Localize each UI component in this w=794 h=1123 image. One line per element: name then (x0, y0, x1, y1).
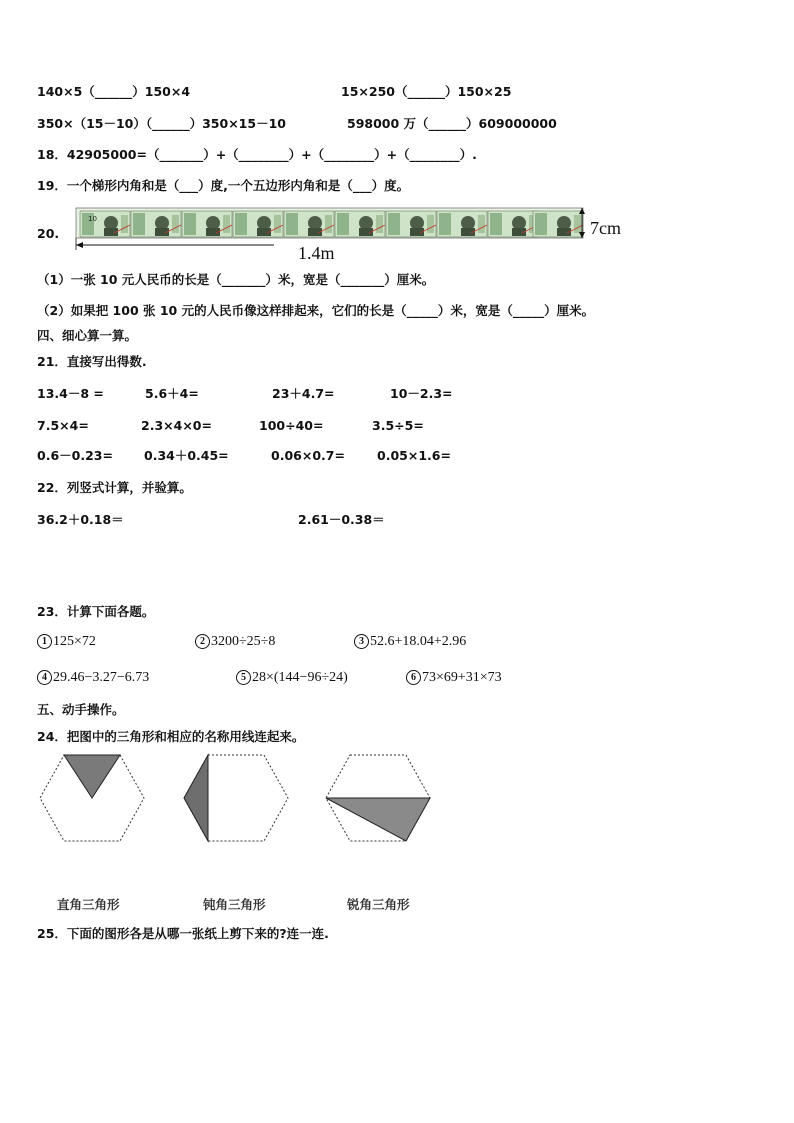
width-label: 7cm (590, 218, 621, 238)
question-19: 19．一个梯形内角和是（___）度,一个五边形内角和是（___）度。 (37, 178, 410, 193)
question-22-title: 22．列竖式计算，并验算。 (37, 480, 192, 495)
question-21-title: 21．直接写出得数. (37, 354, 147, 369)
expr-item-6 (406, 670, 502, 686)
expr-item-2 (195, 634, 275, 650)
banknote-strip-figure (74, 206, 634, 266)
expr-3: 52.6+18.04+2.96 (370, 634, 467, 649)
question-18: 18．42905000=（_______）+（________）+（________）+（________）. (37, 147, 477, 162)
circled-number-6: 6 (406, 670, 421, 685)
compare-row1-right: 15×250（______）150×25 (341, 84, 512, 99)
calc-r1c4: 10－2.3= (390, 386, 453, 401)
compare-row2-right: 598000 万（______）609000000 (347, 116, 557, 131)
calc-r1c2: 5.6＋4= (145, 386, 199, 401)
expr-4: 29.46−3.27−6.73 (53, 670, 150, 685)
vertical-calc-left: 36.2＋0.18＝ (37, 512, 124, 527)
expr-2: 3200÷25÷8 (211, 634, 276, 649)
question-25: 25．下面的图形各是从哪一张纸上剪下来的?连一连. (37, 926, 329, 941)
expr-5: 28×(144−96÷24) (252, 670, 348, 685)
section-5-heading: 五、动手操作。 (37, 702, 125, 717)
label-acute-triangle: 锐角三角形 (347, 897, 410, 912)
circled-number-2: 2 (195, 634, 210, 649)
expr-item-5 (236, 670, 348, 686)
compare-row1-left: 140×5（______）150×4 (37, 84, 191, 99)
label-right-triangle: 直角三角形 (57, 897, 120, 912)
question-23-title: 23．计算下面各题。 (37, 604, 155, 619)
calc-r1c3: 23＋4.7= (272, 386, 335, 401)
circled-number-4: 4 (37, 670, 52, 685)
hexagon-obtuse-triangle-figure (184, 752, 294, 844)
calc-r3c3: 0.06×0.7= (271, 448, 345, 463)
expr-item-4 (37, 670, 149, 686)
question-24-title: 24．把图中的三角形和相应的名称用线连起来。 (37, 729, 305, 744)
circled-number-5: 5 (236, 670, 251, 685)
expr-item-1 (37, 634, 96, 650)
calc-r3c2: 0.34＋0.45= (144, 448, 229, 463)
label-obtuse-triangle: 钝角三角形 (203, 897, 266, 912)
calc-r2c2: 2.3×4×0= (141, 418, 212, 433)
question-20-number: 20. (37, 226, 60, 241)
hexagon-acute-triangle-figure (326, 752, 436, 844)
banknote-value-label: 10 (88, 215, 97, 223)
question-20-part1: （1）一张 10 元人民币的长是（_______）米，宽是（_______）厘米。 (37, 272, 435, 287)
calc-r3c4: 0.05×1.6= (377, 448, 451, 463)
circled-number-3: 3 (354, 634, 369, 649)
vertical-calc-right: 2.61－0.38＝ (298, 512, 385, 527)
expr-6: 73×69+31×73 (422, 670, 502, 685)
hexagon-right-triangle-figure (40, 752, 150, 844)
calc-r1c1: 13.4－8 = (37, 386, 104, 401)
calc-r2c3: 100÷40= (259, 418, 324, 433)
question-20-part2: （2）如果把 100 张 10 元的人民币像这样排起来，它们的长是（_____）米，宽是（_____）厘米。 (37, 303, 595, 318)
expr-item-3 (354, 634, 466, 650)
expr-1: 125×72 (53, 634, 96, 649)
circled-number-1: 1 (37, 634, 52, 649)
calc-r2c4: 3.5÷5= (372, 418, 424, 433)
calc-r3c1: 0.6－0.23= (37, 448, 113, 463)
length-label: 1.4m (298, 243, 335, 263)
calc-r2c1: 7.5×4= (37, 418, 89, 433)
section-4-heading: 四、细心算一算。 (37, 328, 138, 343)
compare-row2-left: 350×（15－10）（______）350×15－10 (37, 116, 286, 131)
